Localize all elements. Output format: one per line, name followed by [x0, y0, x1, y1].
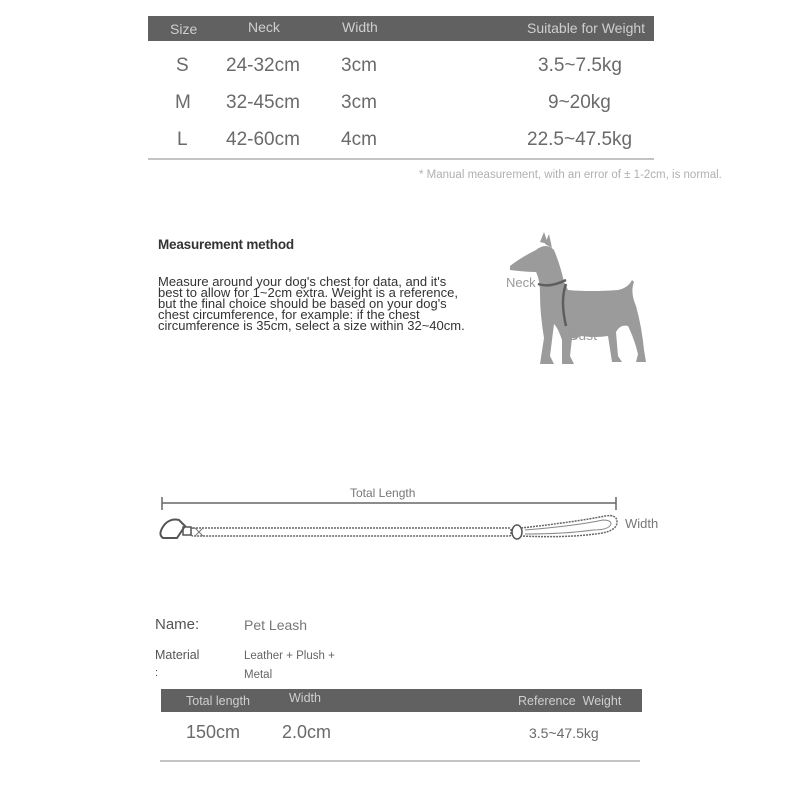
- cell-neck: 42-60cm: [226, 129, 300, 150]
- width-label: Width: [625, 516, 659, 531]
- header-reference-weight: Reference Weight: [518, 694, 622, 708]
- total-length-label: Total Length: [350, 486, 416, 500]
- description-line: circumference is 35cm, select a size within 32~40cm.: [158, 318, 465, 333]
- dog-illustration: [500, 228, 650, 368]
- header-width: Width: [342, 19, 378, 35]
- name-value: Pet Leash: [244, 617, 308, 633]
- material-value-line2: Metal: [244, 669, 273, 681]
- material-label: Material: [155, 648, 200, 662]
- header-weight: Suitable for Weight: [527, 20, 646, 36]
- cell-size: L: [177, 129, 188, 150]
- leash-diagram: [155, 480, 665, 550]
- cell-width: 2.0cm: [282, 722, 332, 742]
- table-divider: [148, 158, 654, 160]
- cell-width: 4cm: [341, 129, 377, 150]
- table-divider: [160, 760, 640, 762]
- header-width: Width: [289, 691, 321, 705]
- cell-weight: 22.5~47.5kg: [527, 129, 633, 150]
- bust-label: Bust: [569, 327, 598, 343]
- leash-table-header: [161, 689, 642, 712]
- cell-length: 150cm: [186, 722, 241, 742]
- cell-width: 3cm: [341, 55, 377, 76]
- description-line: Measure around your dog's chest for data, and it's: [158, 274, 447, 289]
- header-size: Size: [170, 21, 198, 37]
- size-table-header: [148, 16, 654, 41]
- leash-drawing-icon: [155, 480, 665, 550]
- name-label: Name:: [155, 616, 200, 633]
- cell-weight: 3.5~7.5kg: [538, 55, 622, 76]
- measurement-description: [158, 276, 498, 331]
- header-neck: Neck: [248, 19, 280, 35]
- cell-size: M: [175, 92, 191, 113]
- measurement-title: Measurement method: [158, 237, 294, 252]
- dog-silhouette-icon: [500, 228, 650, 368]
- cell-neck: 24-32cm: [226, 55, 300, 76]
- cell-width: 3cm: [341, 92, 377, 113]
- header-total-length: Total length: [186, 694, 250, 708]
- material-colon: :: [155, 667, 159, 679]
- material-value-line1: Leather + Plush +: [244, 650, 335, 662]
- cell-size: S: [176, 55, 189, 76]
- cell-neck: 32-45cm: [226, 92, 300, 113]
- description-line: but the final choice should be based on your dog's: [158, 296, 447, 311]
- cell-weight: 3.5~47.5kg: [529, 725, 599, 741]
- description-line: best to allow for 1~2cm extra. Weight is a reference,: [158, 285, 458, 300]
- measurement-note: * Manual measurement, with an error of ± 1-2cm, is normal.: [419, 169, 722, 181]
- description-line: chest circumference, for example: if the chest: [158, 307, 420, 322]
- cell-weight: 9~20kg: [548, 92, 611, 113]
- neck-label: Neck: [506, 275, 536, 290]
